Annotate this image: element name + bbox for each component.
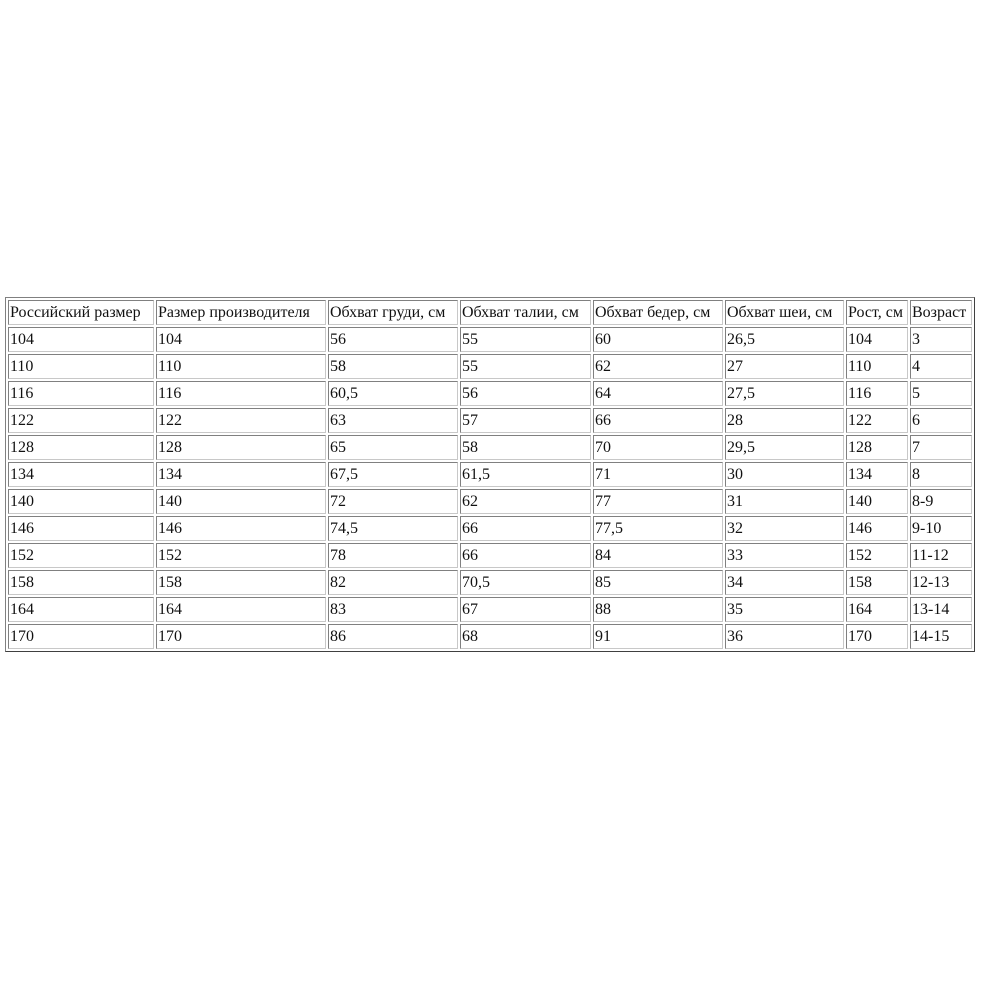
cell-chest: 74,5 [328,516,458,541]
cell-russian-size: 134 [8,462,154,487]
table-header-row [8,300,972,325]
cell-russian-size: 122 [8,408,154,433]
table-row [8,543,972,568]
cell-age: 6 [910,408,972,433]
cell-manufacturer-size: 116 [156,381,326,406]
table-row [8,489,972,514]
cell-manufacturer-size: 134 [156,462,326,487]
cell-neck: 30 [725,462,844,487]
cell-russian-size: 152 [8,543,154,568]
cell-waist: 68 [460,624,591,649]
cell-height: 104 [846,327,908,352]
cell-russian-size: 158 [8,570,154,595]
cell-neck: 27,5 [725,381,844,406]
table-row [8,462,972,487]
cell-waist: 67 [460,597,591,622]
cell-hips: 84 [593,543,723,568]
cell-hips: 77 [593,489,723,514]
table-row [8,597,972,622]
cell-hips: 66 [593,408,723,433]
cell-age: 8-9 [910,489,972,514]
cell-neck: 35 [725,597,844,622]
cell-neck: 31 [725,489,844,514]
cell-hips: 64 [593,381,723,406]
cell-chest: 58 [328,354,458,379]
cell-waist: 61,5 [460,462,591,487]
cell-height: 158 [846,570,908,595]
table-row [8,354,972,379]
cell-hips: 71 [593,462,723,487]
cell-age: 3 [910,327,972,352]
cell-neck: 32 [725,516,844,541]
cell-manufacturer-size: 170 [156,624,326,649]
table-body [8,327,972,649]
cell-russian-size: 146 [8,516,154,541]
cell-age: 14-15 [910,624,972,649]
cell-neck: 28 [725,408,844,433]
cell-age: 9-10 [910,516,972,541]
cell-hips: 70 [593,435,723,460]
cell-height: 146 [846,516,908,541]
cell-age: 11-12 [910,543,972,568]
cell-russian-size: 104 [8,327,154,352]
cell-chest: 86 [328,624,458,649]
cell-waist: 55 [460,327,591,352]
cell-age: 12-13 [910,570,972,595]
header-manufacturer-size: Размер производителя [156,300,326,325]
cell-chest: 82 [328,570,458,595]
cell-waist: 62 [460,489,591,514]
header-chest: Обхват груди, см [328,300,458,325]
cell-manufacturer-size: 110 [156,354,326,379]
cell-hips: 77,5 [593,516,723,541]
header-russian-size: Российский размер [8,300,154,325]
size-chart-table [5,297,975,652]
cell-manufacturer-size: 140 [156,489,326,514]
cell-height: 140 [846,489,908,514]
cell-age: 5 [910,381,972,406]
cell-russian-size: 170 [8,624,154,649]
header-age: Возраст [910,300,972,325]
cell-manufacturer-size: 104 [156,327,326,352]
cell-age: 8 [910,462,972,487]
cell-russian-size: 164 [8,597,154,622]
cell-waist: 70,5 [460,570,591,595]
cell-neck: 36 [725,624,844,649]
cell-russian-size: 110 [8,354,154,379]
table-row [8,516,972,541]
cell-waist: 66 [460,516,591,541]
header-height: Рост, см [846,300,908,325]
cell-neck: 33 [725,543,844,568]
cell-waist: 57 [460,408,591,433]
cell-age: 13-14 [910,597,972,622]
header-waist: Обхват талии, см [460,300,591,325]
cell-russian-size: 116 [8,381,154,406]
cell-hips: 60 [593,327,723,352]
table-row [8,408,972,433]
header-hips: Обхват бедер, см [593,300,723,325]
cell-manufacturer-size: 158 [156,570,326,595]
cell-waist: 58 [460,435,591,460]
cell-height: 110 [846,354,908,379]
cell-chest: 72 [328,489,458,514]
table-row [8,570,972,595]
cell-manufacturer-size: 146 [156,516,326,541]
table-row [8,435,972,460]
cell-chest: 60,5 [328,381,458,406]
cell-manufacturer-size: 164 [156,597,326,622]
cell-chest: 65 [328,435,458,460]
cell-waist: 66 [460,543,591,568]
cell-chest: 67,5 [328,462,458,487]
cell-height: 116 [846,381,908,406]
cell-hips: 88 [593,597,723,622]
cell-age: 7 [910,435,972,460]
cell-hips: 85 [593,570,723,595]
cell-waist: 55 [460,354,591,379]
cell-neck: 26,5 [725,327,844,352]
cell-age: 4 [910,354,972,379]
cell-russian-size: 128 [8,435,154,460]
cell-height: 128 [846,435,908,460]
cell-hips: 91 [593,624,723,649]
cell-manufacturer-size: 152 [156,543,326,568]
cell-chest: 83 [328,597,458,622]
cell-neck: 34 [725,570,844,595]
cell-neck: 27 [725,354,844,379]
cell-hips: 62 [593,354,723,379]
cell-chest: 78 [328,543,458,568]
cell-chest: 56 [328,327,458,352]
cell-neck: 29,5 [725,435,844,460]
cell-manufacturer-size: 128 [156,435,326,460]
cell-chest: 63 [328,408,458,433]
cell-manufacturer-size: 122 [156,408,326,433]
cell-waist: 56 [460,381,591,406]
header-neck: Обхват шеи, см [725,300,844,325]
cell-russian-size: 140 [8,489,154,514]
cell-height: 164 [846,597,908,622]
table-row [8,381,972,406]
cell-height: 134 [846,462,908,487]
table-row [8,327,972,352]
cell-height: 152 [846,543,908,568]
cell-height: 122 [846,408,908,433]
cell-height: 170 [846,624,908,649]
table-row [8,624,972,649]
